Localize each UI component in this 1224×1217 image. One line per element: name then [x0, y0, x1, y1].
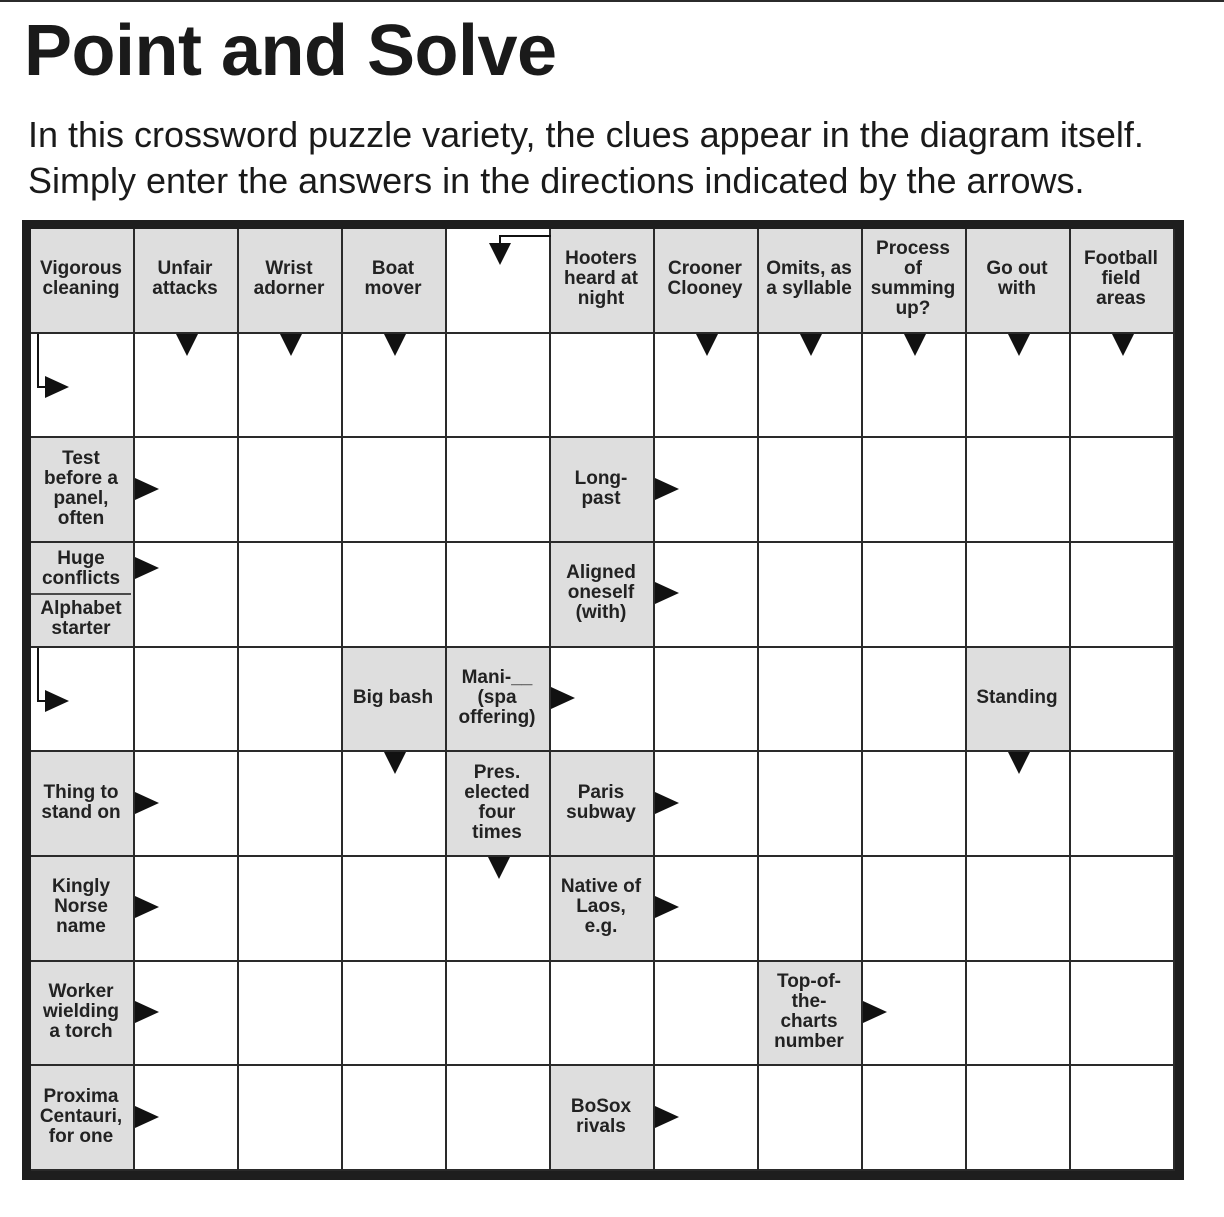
answer-cell[interactable]: [135, 334, 239, 439]
clue-go-out-with: [967, 229, 1067, 330]
clue-cell: [135, 229, 239, 334]
clue-cell: [343, 229, 447, 334]
answer-cell[interactable]: [1071, 543, 1175, 648]
clue-line: Kingly: [51, 876, 111, 898]
clue-line: Pres.: [473, 761, 521, 783]
clue-proxima-centauri: [31, 1066, 131, 1167]
answer-cell[interactable]: [343, 752, 447, 857]
arrow-right-icon: [655, 896, 679, 918]
answer-cell[interactable]: [447, 438, 551, 543]
arrow-right-icon: [655, 792, 679, 814]
clue-line: Test: [62, 447, 100, 469]
clue-line: conflicts: [41, 567, 121, 589]
answer-cell[interactable]: [759, 334, 863, 439]
clue-line: Process: [876, 238, 950, 260]
bent-arrow-stem: [499, 235, 551, 237]
clue-cell: [551, 438, 655, 543]
clue-line: before a: [44, 467, 118, 489]
answer-cell[interactable]: [447, 857, 551, 962]
answer-cell[interactable]: [551, 648, 655, 753]
clue-line: Worker: [48, 980, 114, 1002]
answer-cell[interactable]: [655, 543, 759, 648]
clue-line: (with): [575, 602, 627, 624]
answer-cell[interactable]: [863, 648, 967, 753]
clue-line: wielding: [43, 1000, 119, 1022]
answer-cell[interactable]: [239, 1066, 343, 1171]
answer-cell[interactable]: [239, 543, 343, 648]
answer-cell[interactable]: [655, 857, 759, 962]
arrow-down-icon: [1112, 334, 1134, 356]
clue-kingly-norse-name: [31, 857, 131, 958]
clue-line: Wrist: [265, 258, 313, 280]
clue-line: the-: [791, 990, 827, 1012]
clue-line: rivals: [576, 1115, 626, 1137]
clue-cell: [551, 1066, 655, 1171]
clue-big-bash: [343, 648, 443, 749]
clue-boat-mover: [343, 229, 443, 330]
answer-cell[interactable]: [655, 648, 759, 753]
clue-line: of: [904, 258, 922, 280]
clue-aligned-oneself: [551, 543, 651, 644]
answer-cell[interactable]: [863, 438, 967, 543]
arrow-right-icon: [135, 896, 159, 918]
answer-cell[interactable]: [135, 543, 239, 648]
arrow-right-icon: [655, 478, 679, 500]
clue-native-of-laos: [551, 857, 651, 958]
clue-cell: [551, 229, 655, 334]
clue-line: (spa: [477, 686, 517, 708]
clue-line: Norse: [54, 896, 108, 918]
clue-cell: [551, 752, 655, 857]
clue-line: mover: [364, 278, 422, 300]
clue-huge-conflicts: [31, 543, 131, 594]
answer-cell[interactable]: [447, 334, 551, 439]
clue-cell: [655, 229, 759, 334]
clue-line: Clooney: [667, 278, 743, 300]
clue-line: Unfair: [157, 258, 213, 280]
answer-cell[interactable]: [239, 752, 343, 857]
answer-cell[interactable]: [1071, 648, 1175, 753]
clue-line: four: [478, 801, 516, 823]
answer-cell[interactable]: [967, 438, 1071, 543]
bent-arrow-stem: [37, 648, 39, 702]
clue-line: Aligned: [566, 562, 636, 584]
clue-line: Omits, as: [766, 258, 852, 280]
answer-cell[interactable]: [967, 1066, 1071, 1171]
bent-arrow-down-icon: [489, 243, 511, 265]
clue-cell: [759, 962, 863, 1067]
clue-line: Proxima: [43, 1085, 119, 1107]
clue-cell: [31, 438, 135, 543]
answer-cell[interactable]: [1071, 438, 1175, 543]
clue-line: Native of: [560, 876, 642, 898]
clue-omits-as-a-syllable: [759, 229, 859, 330]
clue-cell: [1071, 229, 1175, 334]
answer-cell[interactable]: [759, 438, 863, 543]
arrow-down-icon: [488, 857, 510, 879]
clue-cell: [31, 543, 135, 648]
clue-cell: [31, 752, 135, 857]
clue-line: Boat: [371, 258, 415, 280]
clue-cell: [967, 648, 1071, 753]
clue-line: adorner: [253, 278, 325, 300]
clue-line: Football: [1084, 248, 1158, 270]
clue-cell: [551, 857, 655, 962]
clue-line: Huge: [57, 547, 105, 569]
clue-line: e.g.: [584, 916, 618, 938]
answer-cell[interactable]: [1071, 1066, 1175, 1171]
clue-line: Thing to: [43, 781, 119, 803]
clue-cell: [31, 962, 135, 1067]
answer-cell[interactable]: [239, 334, 343, 439]
clue-line: Vigorous: [40, 258, 122, 280]
answer-cell[interactable]: [863, 543, 967, 648]
crossword-board: [22, 220, 1184, 1180]
bent-arrow-right-icon: [45, 690, 69, 712]
arrow-down-icon: [800, 334, 822, 356]
clue-line: number: [774, 1030, 844, 1052]
clue-cell: [551, 543, 655, 648]
clue-cell: [967, 229, 1071, 334]
answer-cell[interactable]: [343, 1066, 447, 1171]
answer-cell[interactable]: [447, 229, 551, 334]
answer-cell[interactable]: [967, 334, 1071, 439]
answer-cell[interactable]: [967, 857, 1071, 962]
clue-line: Go out: [986, 258, 1048, 280]
answer-cell[interactable]: [1071, 752, 1175, 857]
clue-line: Paris: [577, 781, 625, 803]
arrow-down-icon: [384, 334, 406, 356]
clue-cell: [863, 229, 967, 334]
clue-line: areas: [1096, 288, 1146, 310]
answer-cell[interactable]: [967, 543, 1071, 648]
arrow-right-icon: [551, 687, 575, 709]
clue-cell: [343, 648, 447, 753]
answer-cell[interactable]: [343, 438, 447, 543]
clue-line: charts: [780, 1010, 838, 1032]
arrow-right-icon: [655, 1106, 679, 1128]
answer-cell[interactable]: [343, 857, 447, 962]
clue-line: Mani-__: [461, 666, 533, 688]
clue-cell: [759, 229, 863, 334]
arrow-down-icon: [1008, 334, 1030, 356]
arrow-down-icon: [904, 334, 926, 356]
answer-cell[interactable]: [135, 752, 239, 857]
clue-alphabet-starter: [31, 594, 131, 643]
top-rule: [0, 0, 1224, 2]
clue-line: elected: [464, 781, 530, 803]
arrow-right-icon: [135, 1001, 159, 1023]
answer-cell[interactable]: [759, 648, 863, 753]
clue-line: Centauri,: [39, 1105, 123, 1127]
arrow-down-icon: [280, 334, 302, 356]
clue-line: BoSox: [570, 1095, 632, 1117]
clue-line: night: [577, 288, 625, 310]
clue-football-field-areas: [1071, 229, 1171, 330]
clue-line: panel,: [53, 487, 109, 509]
answer-cell[interactable]: [863, 857, 967, 962]
answer-cell[interactable]: [447, 1066, 551, 1171]
answer-cell[interactable]: [759, 543, 863, 648]
answer-cell[interactable]: [239, 648, 343, 753]
clue-test-before-a-panel: [31, 438, 131, 539]
answer-cell[interactable]: [759, 857, 863, 962]
answer-cell[interactable]: [863, 1066, 967, 1171]
clue-line: cleaning: [42, 278, 120, 300]
clue-cell: [447, 752, 551, 857]
clue-line: times: [472, 821, 522, 843]
clue-crooner-clooney: [655, 229, 755, 330]
page-title: Point and Solve: [24, 11, 557, 91]
clue-cell: [239, 229, 343, 334]
clue-worker-wielding-a-torch: [31, 962, 131, 1063]
answer-cell[interactable]: [967, 752, 1071, 857]
crossword-grid: [31, 229, 1175, 1171]
answer-cell[interactable]: [759, 752, 863, 857]
answer-cell[interactable]: [239, 962, 343, 1067]
arrow-right-icon: [655, 582, 679, 604]
arrow-down-icon: [384, 752, 406, 774]
answer-cell[interactable]: [135, 857, 239, 962]
clue-line: up?: [895, 298, 931, 320]
answer-cell[interactable]: [343, 543, 447, 648]
bent-arrow-right-icon: [45, 376, 69, 398]
clue-pres-elected-four-times: [447, 752, 547, 853]
answer-cell[interactable]: [551, 334, 655, 439]
answer-cell[interactable]: [447, 543, 551, 648]
clue-bosox-rivals: [551, 1066, 651, 1167]
answer-cell[interactable]: [447, 962, 551, 1067]
clue-line: oneself: [567, 582, 635, 604]
answer-cell[interactable]: [863, 334, 967, 439]
arrow-right-icon: [135, 557, 159, 579]
answer-cell[interactable]: [863, 962, 967, 1067]
answer-cell[interactable]: [655, 962, 759, 1067]
clue-line: for one: [48, 1125, 114, 1147]
clue-hooters-heard-at-night: [551, 229, 651, 330]
answer-cell[interactable]: [135, 962, 239, 1067]
arrow-right-icon: [863, 1001, 887, 1023]
answer-cell[interactable]: [551, 962, 655, 1067]
arrow-down-icon: [696, 334, 718, 356]
clue-line: past: [581, 487, 621, 509]
answer-cell[interactable]: [1071, 334, 1175, 439]
clue-cell: [31, 1066, 135, 1171]
clue-standing: [967, 648, 1067, 749]
clue-line: starter: [51, 617, 111, 639]
answer-cell[interactable]: [135, 438, 239, 543]
arrow-right-icon: [135, 1106, 159, 1128]
clue-mani-spa-offering: [447, 648, 547, 749]
instructions-line-1: In this crossword puzzle variety, the clues appear in the diagram itself.: [28, 114, 1144, 155]
clue-line: often: [57, 507, 105, 529]
answer-cell[interactable]: [967, 962, 1071, 1067]
answer-cell[interactable]: [135, 648, 239, 753]
clue-cell: [31, 229, 135, 334]
answer-cell[interactable]: [759, 1066, 863, 1171]
clue-long-past: [551, 438, 651, 539]
instructions-line-2: Simply enter the answers in the directions indicated by the arrows.: [28, 160, 1085, 201]
clue-unfair-attacks: [135, 229, 235, 330]
arrow-down-icon: [176, 334, 198, 356]
clue-line: Long-: [574, 467, 628, 489]
answer-cell[interactable]: [1071, 962, 1175, 1067]
arrow-down-icon: [1008, 752, 1030, 774]
clue-line: a torch: [49, 1020, 113, 1042]
answer-cell[interactable]: [343, 962, 447, 1067]
arrow-right-icon: [135, 478, 159, 500]
answer-cell[interactable]: [31, 334, 135, 439]
clue-line: a syllable: [766, 278, 852, 300]
clue-line: Big bash: [352, 686, 434, 708]
clue-paris-subway: [551, 752, 651, 853]
clue-cell: [31, 857, 135, 962]
answer-cell[interactable]: [343, 334, 447, 439]
clue-cell: [447, 648, 551, 753]
clue-line: Standing: [976, 686, 1058, 708]
answer-cell[interactable]: [863, 752, 967, 857]
clue-line: attacks: [152, 278, 218, 300]
clue-line: summing: [870, 278, 956, 300]
answer-cell[interactable]: [135, 1066, 239, 1171]
clue-line: field: [1101, 268, 1141, 290]
bent-arrow-stem: [37, 334, 39, 388]
instructions: [28, 112, 1144, 204]
clue-wrist-adorner: [239, 229, 339, 330]
answer-cell[interactable]: [655, 752, 759, 857]
answer-cell[interactable]: [1071, 857, 1175, 962]
answer-cell[interactable]: [655, 1066, 759, 1171]
clue-thing-to-stand-on: [31, 752, 131, 853]
clue-line: Hooters: [565, 248, 637, 270]
answer-cell[interactable]: [655, 438, 759, 543]
clue-line: subway: [566, 801, 636, 823]
clue-line: heard at: [564, 268, 638, 290]
clue-line: Laos,: [576, 896, 626, 918]
clue-line: Alphabet: [40, 597, 122, 619]
clue-line: offering): [458, 706, 536, 728]
arrow-right-icon: [135, 792, 159, 814]
answer-cell[interactable]: [239, 857, 343, 962]
clue-line: with: [997, 278, 1036, 300]
clue-process-of-summing-up: [863, 229, 963, 330]
answer-cell[interactable]: [655, 334, 759, 439]
clue-vigorous-cleaning: [31, 229, 131, 330]
clue-line: name: [56, 916, 106, 938]
clue-line: Crooner: [668, 258, 742, 280]
clue-line: stand on: [41, 801, 121, 823]
clue-line: Top-of-: [777, 970, 841, 992]
answer-cell[interactable]: [239, 438, 343, 543]
clue-top-of-the-charts-number: [759, 962, 859, 1063]
answer-cell[interactable]: [31, 648, 135, 753]
